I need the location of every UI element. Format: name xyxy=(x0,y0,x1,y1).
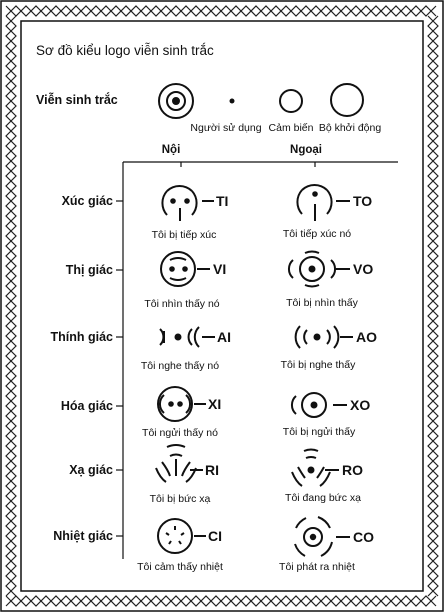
radiation-outer-code: RO xyxy=(342,462,363,478)
legend-label: Viễn sinh trắc xyxy=(36,93,118,107)
touch-outer-code: TO xyxy=(353,193,373,209)
heat-inner-caption: Tôi cảm thấy nhiệt xyxy=(137,561,223,573)
heat-outer-code: CO xyxy=(353,529,374,545)
hearing-outer-code: AO xyxy=(356,329,377,345)
legend-caption-user: Người sử dụng xyxy=(190,122,262,134)
smell-inner-caption: Tôi ngửi thấy nó xyxy=(142,427,218,439)
smell-outer-code: XO xyxy=(350,397,371,413)
radiation-outer-caption: Tôi đang bức xạ xyxy=(285,492,361,504)
row-label-smell: Hóa giác xyxy=(60,399,113,413)
smell-inner-code: XI xyxy=(208,396,222,412)
hearing-inner-code: AI xyxy=(217,329,231,345)
touch-inner-code: TI xyxy=(216,193,229,209)
heat-inner-code: CI xyxy=(208,528,222,544)
sight-outer-code: VO xyxy=(353,261,374,277)
touch-outer-caption: Tôi tiếp xúc nó xyxy=(282,228,352,240)
user-dot xyxy=(230,99,235,104)
radiation-inner-code: RI xyxy=(205,462,219,478)
sight-outer-caption: Tôi bị nhìn thấy xyxy=(286,297,358,309)
touch-inner-caption: Tôi bị tiếp xúc xyxy=(151,229,217,241)
row-label-hearing: Thính giác xyxy=(50,330,113,344)
legend-caption-actuator: Bộ khởi động xyxy=(318,122,382,134)
row-label-sight: Thị giác xyxy=(65,263,113,277)
legend-caption-sensor: Cảm biến xyxy=(268,122,314,134)
column-header-outer: Ngoại xyxy=(290,144,322,156)
row-label-radiation: Xạ giác xyxy=(69,463,113,477)
radiation-inner-caption: Tôi bị bức xạ xyxy=(149,493,211,505)
heat-outer-caption: Tôi phát ra nhiệt xyxy=(279,561,355,573)
hearing-outer-caption: Tôi bị nghe thấy xyxy=(280,359,356,371)
hearing-inner-caption: Tôi nghe thấy nó xyxy=(140,360,220,372)
smell-outer-caption: Tôi bị ngửi thấy xyxy=(282,426,356,438)
diagram-title: Sơ đồ kiểu logo viễn sinh trắc xyxy=(36,43,214,58)
row-label-touch: Xúc giác xyxy=(61,194,113,208)
column-header-inner: Nội xyxy=(161,144,181,156)
sight-inner-caption: Tôi nhìn thấy nó xyxy=(144,298,220,310)
row-label-heat: Nhiệt giác xyxy=(53,529,113,543)
sight-inner-code: VI xyxy=(213,261,227,277)
